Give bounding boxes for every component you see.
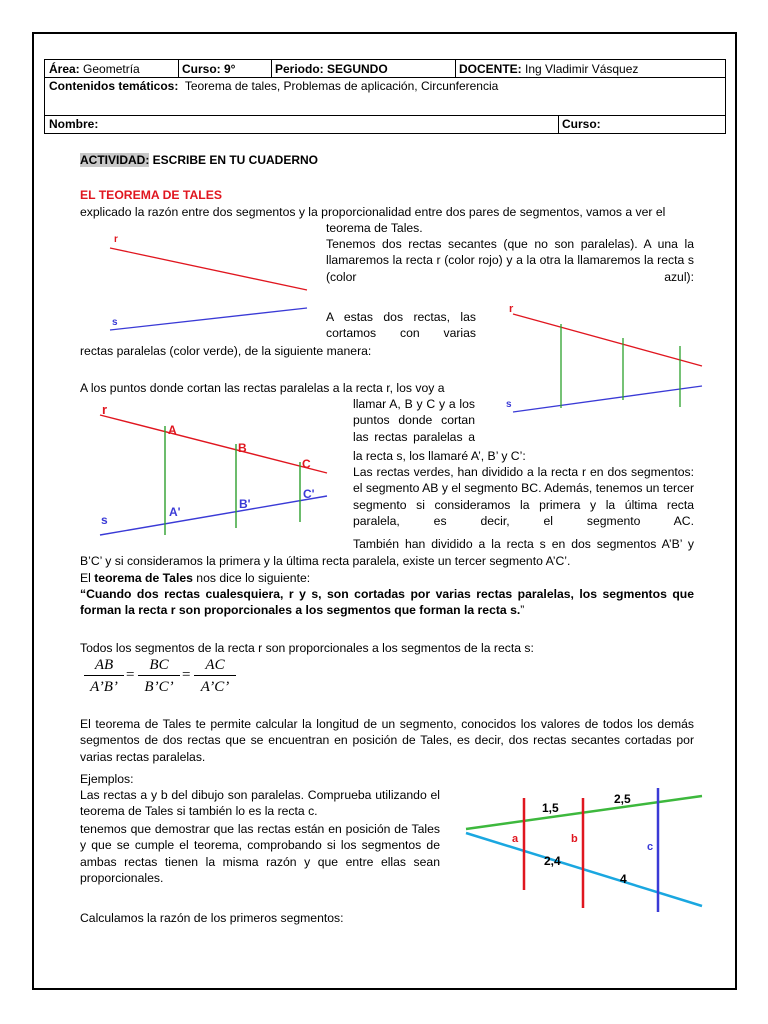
section-title: EL TEOREMA DE TALES (80, 188, 222, 202)
intro-line-2: teorema de Tales. (326, 221, 423, 235)
line-r (513, 314, 702, 366)
label-s: s (101, 513, 108, 527)
periodo-cell: Periodo: SEGUNDO (275, 62, 388, 76)
label-r: r (509, 303, 514, 315)
docente-cell: DOCENTE: Ing Vladimir Vásquez (459, 62, 639, 76)
header-row-2 (44, 77, 726, 116)
curso2-cell: Curso: (562, 117, 601, 131)
label-a: a (512, 833, 519, 845)
contenidos-value: Teorema de tales, Problemas de aplicación, Circunferencia (184, 79, 499, 93)
application-paragraph: El teorema de Tales te permite calcular la longitud de un segmento, conocidos los valores de todos los demás segmentos de dos rectas que se encuentran en posición de Tales, es decir, dos rectas secantes cortadas por varias rectas paralelas. (80, 717, 694, 764)
figure-parallel-cuts (503, 300, 708, 412)
area-cell: Área: Geometría (49, 62, 140, 76)
line-r (100, 415, 327, 473)
points-line-8: la recta s, los llamaré A’, B’ y C’: (353, 449, 526, 463)
label-point-b: B (238, 441, 247, 455)
value-2-4: 2,4 (544, 854, 561, 868)
figure-example (462, 786, 707, 916)
value-1-5: 1,5 (542, 801, 559, 815)
value-4: 4 (620, 872, 627, 886)
label-b: b (571, 833, 578, 845)
label-c: c (647, 841, 654, 853)
label-point-c-prime: C' (303, 487, 315, 501)
intro-line-1: explicado la razón entre dos segmentos y la proporcionalidad entre dos pares de segmentos, vamos a ver el (80, 205, 666, 219)
line-s (513, 386, 702, 412)
example-paragraph-1: Las rectas a y b del dibujo son paralelas. Comprueba utilizando el teorema de Tales si también lo es la recta c. (80, 788, 440, 819)
header-row-1 (44, 59, 726, 78)
label-s: s (506, 399, 512, 410)
label-point-a: A (168, 423, 177, 437)
example-paragraph-2: tenemos que demostrar que las rectas están en posición de Tales y que se cumple el teorema, comprobando si los segmentos de ambas rectas tienen la misma razón y que entre ellas sean proporcionales. (80, 822, 440, 886)
figure-secant-lines (100, 228, 315, 338)
theorem-intro: El teorema de Tales nos dice lo siguiente: (80, 571, 311, 585)
intro-line-4: A estas dos rectas, las cortamos con varias (326, 310, 476, 341)
docente-value: Ing Vladimir Vásquez (525, 62, 639, 76)
ratio-line: Calculamos la razón de los primeros segmentos: (80, 911, 344, 925)
line-r (110, 248, 307, 290)
label-r: r (114, 234, 118, 245)
intro-line-5: rectas paralelas (color verde), de la siguiente manera: (80, 344, 372, 358)
points-line-10: También han dividido a la recta s en dos segmentos A’B’ y (353, 537, 694, 551)
activity-label: ACTIVIDAD: (80, 153, 150, 167)
intro-paragraph-3: Tenemos dos rectas secantes (que no son paralelas). A una la llamaremos la recta r (color rojo) y a la otra la llamaremos la recta s (color azul): (326, 237, 694, 284)
theorem-quote: “Cuando dos rectas cualesquiera, r y s, son cortadas por varias rectas paralelas, los segmentos que forman la recta r son proporcionales a los segmentos que forman la recta s.” (80, 587, 694, 618)
figure-labeled-points (95, 402, 335, 542)
label-point-a-prime: A' (169, 505, 181, 519)
examples-label: Ejemplos: (80, 772, 134, 786)
area-value: Geometría (83, 62, 140, 76)
thales-formula: $\frac{AB}{A’B’}$ = $\frac{BC}{B’C’}$ = $\frac{AC}{A’C’}$ (84, 655, 244, 699)
points-line-7: llamar A, B y C y a los puntos donde cortan las rectas paralelas a (353, 397, 475, 444)
points-line-6: A los puntos donde cortan las rectas paralelas a la recta r, los voy a (80, 381, 445, 395)
curso-cell: Curso: 9° (182, 62, 236, 76)
label-point-c: C (302, 457, 311, 471)
line-s (110, 308, 307, 330)
line-s (100, 496, 327, 535)
points-paragraph-9: Las rectas verdes, han dividido a la recta r en dos segmentos: el segmento AB y el segmento BC. Además, tenemos un tercer segmento si consideramos la primera y la última recta paralela, es decir, el segmento AC. (353, 465, 694, 529)
activity-title: ACTIVIDAD: ESCRIBE EN TU CUADERNO (80, 153, 319, 167)
points-line-11: B’C’ y si consideramos la primera y la última recta paralela, existe un tercer segmento A’C’. (80, 554, 571, 568)
segments-line-13: Todos los segmentos de la recta r son proporcionales a los segmentos de la recta s: (80, 641, 534, 655)
label-point-b-prime: B' (239, 497, 251, 511)
header-row-3 (44, 115, 726, 134)
contenidos-cell: Contenidos temáticos: Teorema de tales, Problemas de aplicación, Circunferencia (49, 79, 499, 93)
value-2-5: 2,5 (614, 792, 631, 806)
label-s: s (112, 317, 118, 328)
nombre-cell: Nombre: (49, 117, 99, 131)
label-r: r (102, 402, 108, 417)
